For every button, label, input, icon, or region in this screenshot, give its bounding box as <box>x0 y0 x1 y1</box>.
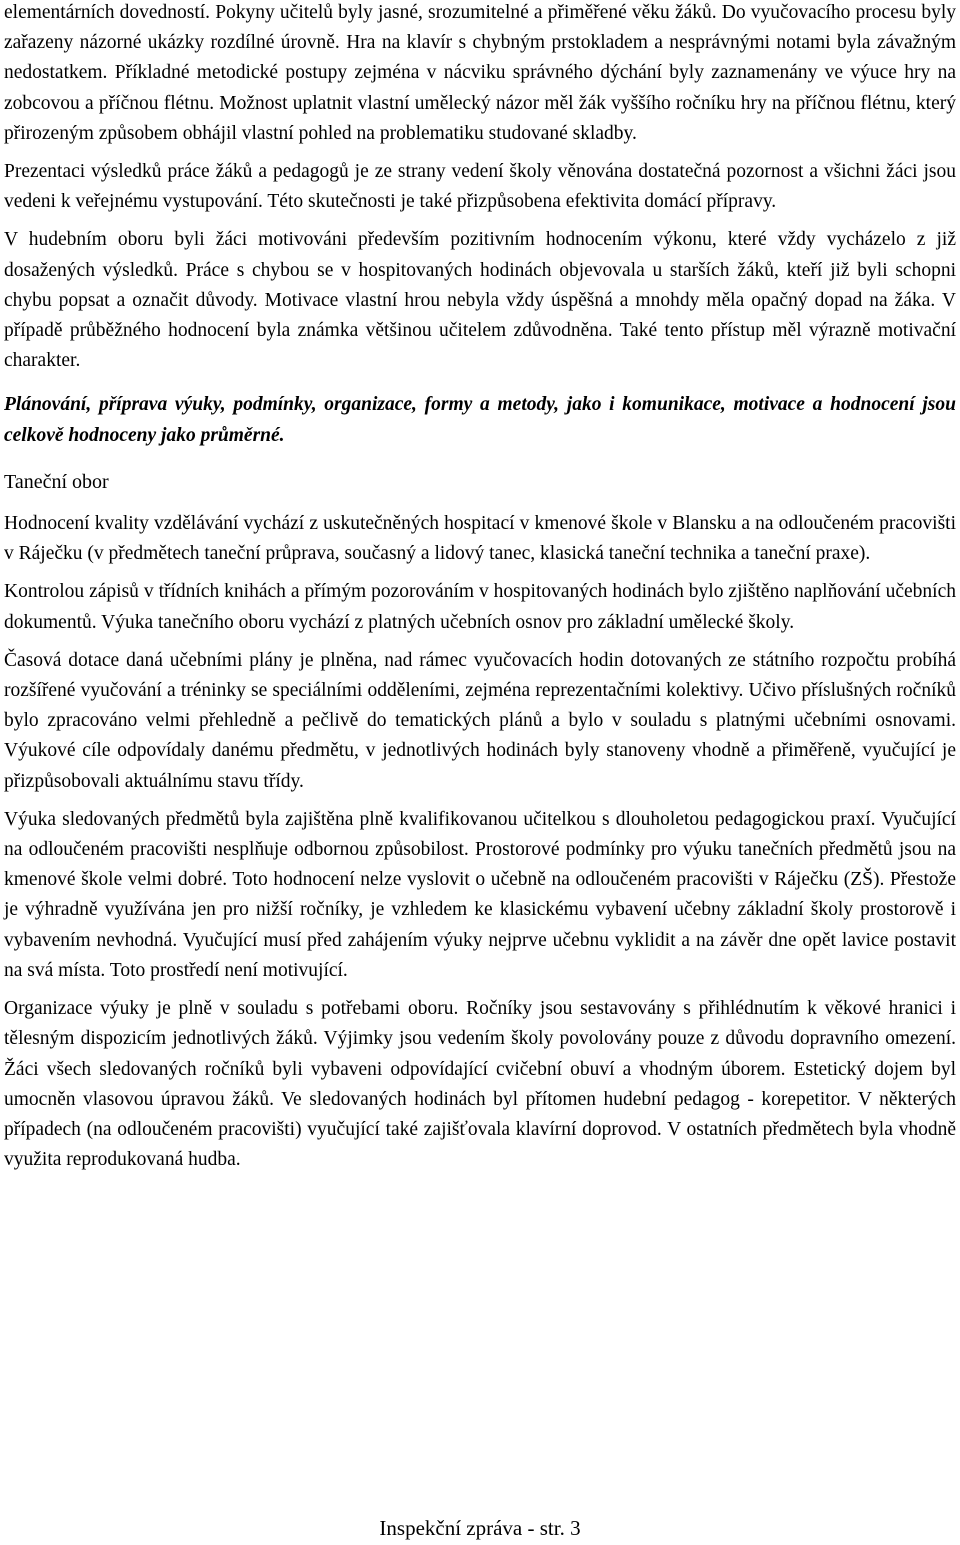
paragraph-motivation: V hudebním oboru byli žáci motivováni především pozitivním hodnocením výkonu, které vždy vycházelo z již dosažených výsledků. Práce s chybou se v hospitovaných hodinách objevovala u starších žáků, kteří již byli schopni chybu popsat a označit důvody. Motivace vlastní hrou nebyla vždy úspěšná a mnohdy měla opačný dopad na žáka. V případě průběžného hodnocení byla známka většinou učitelem zdůvodněna. Také tento přístup měl výrazně motivační charakter. <box>4 229 956 372</box>
paragraph-dance-organization: Organizace výuky je plně v souladu s potřebami oboru. Ročníky jsou sestavovány s přihlédnutím k věkové hranici i tělesným dispozicím jednotlivých žáků. Výjimky jsou vedením školy povolovány pouze z důvodu dopravního omezení. Žáci všech sledovaných ročníků byli vybaveni odpovídající cvičební obuví a vhodným úborem. Estetický dojem byl umocněn vlasovou úpravou žáků. Ve sledovaných hodinách byl přítomen hudební pedagog - korepetitor. V některých případech (na odloučeném pracovišti) vyučující také zajišťovala klavírní doprovod. V ostatních předmětech byla vhodně využita reprodukovaná hudba. <box>4 998 956 1171</box>
paragraph-music-pedagogy: elementárních dovedností. Pokyny učitelů byly jasné, srozumitelné a přiměřené věku žáků. Do vyučovacího procesu byly zařazeny názorné ukázky rozdílné úrovně. Hra na klavír s chybným prstokladem a nesprávnými notami byla závažným nedostatkem. Příkladné metodické postupy zejména v nácviku správného dýchání byly zaznamenány ve výuce hry na zobcovou a příčnou flétnu. Možnost uplatnit vlastní umělecký názor měl žák vyššího ročníku hry na příčnou flétnu, který přirozeným způsobem obhájil vlastní pohled na problematiku studované skladby. <box>4 2 956 144</box>
section-heading-dance: Taneční obor <box>4 470 109 493</box>
paragraph-dance-time-allocation: Časová dotace daná učebními plány je plněna, nad rámec vyučovacích hodin dotovaných ze státního rozpočtu probíhá rozšířené vyučování a tréninky se speciálními odděleními, zejména reprezentačními kolektivy. Učivo příslušných ročníků bylo zpracováno velmi přehledně a pečlivě do tematických plánů a bylo v souladu s platnými učebními osnovami. Výukové cíle odpovídaly danému předmětu, v jednotlivých hodinách byly stanoveny vhodně a přiměřeně, vyučující je přizpůsobovali aktuálnímu stavu třídy. <box>4 649 956 792</box>
paragraph-dance-staffing: Výuka sledovaných předmětů byla zajištěna plně kvalifikovanou učitelkou s dlouholetou pedagogickou praxí. Vyučující na odloučeném pracovišti nesplňuje odbornou způsobilost. Prostorové podmínky pro výuku tanečních předmětů jsou na kmenové škole velmi dobré. Toto hodnocení nelze vyslovit o učebně na odloučeném pracovišti v Ráječku (ZŠ). Přestože je výhradně využívána jen pro nižší ročníky, je vzhledem ke klasickému vybavení učebny základní školy prostorově i vybavením nevhodná. Vyučující musí před zahájením výuky nejprve učebnu vyklidit a na závěr dne opět lavice postavit na svá místa. Toto prostředí není motivující. <box>4 808 956 981</box>
page-footer: Inspekční zpráva - str. 3 <box>379 1516 581 1540</box>
paragraph-dance-evaluation: Hodnocení kvality vzdělávání vychází z uskutečněných hospitací v kmenové škole v Blansku a na odloučeném pracovišti v Ráječku (v předmětech taneční průprava, současný a lidový tanec, klasická taneční technika a taneční praxe). <box>4 513 956 565</box>
paragraph-presentation: Prezentaci výsledků práce žáků a pedagogů je ze strany vedení školy věnována dostatečná pozornost a všichni žáci jsou vedeni k veřejnému vystupování. Této skutečnosti je také přizpůsobena efektivita domácí přípravy. <box>4 161 956 213</box>
paragraph-dance-records: Kontrolou zápisů v třídních knihách a přímým pozorováním v hospitovaných hodinách bylo zjištěno naplňování učebních dokumentů. Výuka tanečního oboru vychází z platných učebních osnov pro základní umělecké školy. <box>4 581 956 633</box>
document-page <box>4 0 956 1545</box>
summary-evaluation: Plánování, příprava výuky, podmínky, organizace, formy a metody, jako i komunikace, motivace a hodnocení jsou celkově hodnoceny jako průměrné. <box>4 394 956 446</box>
